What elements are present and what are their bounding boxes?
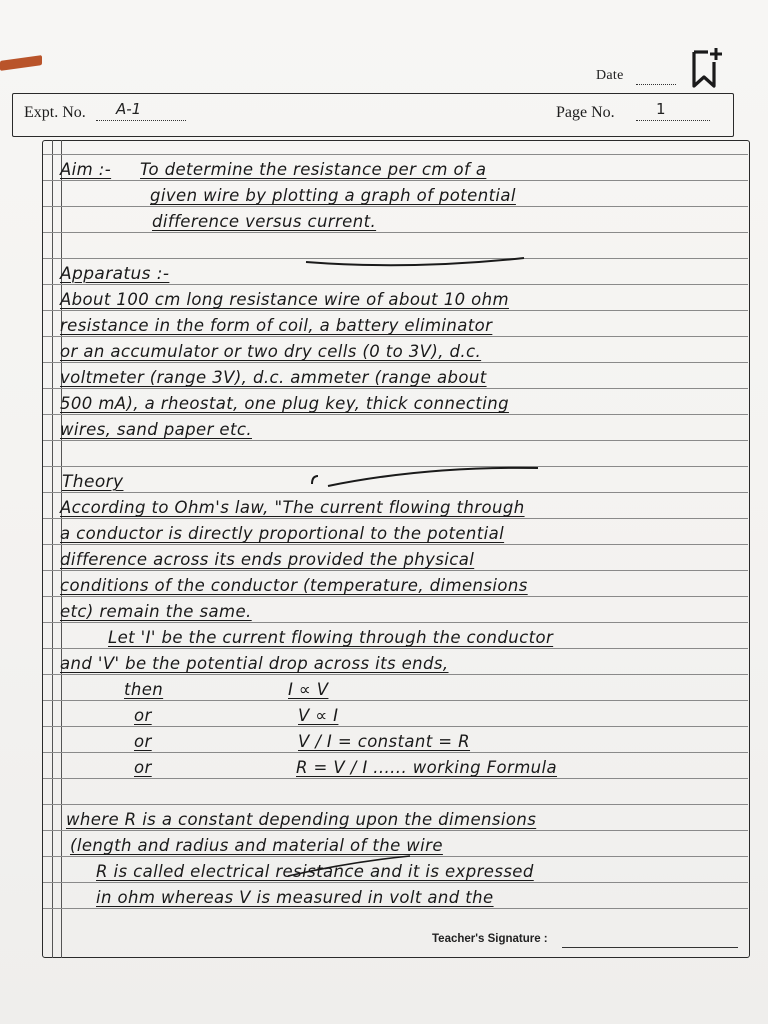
rule-line <box>43 908 748 909</box>
rule-line <box>43 154 748 155</box>
apparatus-line: wires, sand paper etc. <box>60 420 252 439</box>
rule-line <box>43 232 748 233</box>
equation-connector: or <box>134 706 152 725</box>
theory-line: Let 'I' be the current flowing through the conductor <box>108 628 554 647</box>
equation-connector: then <box>124 680 164 699</box>
aim-divider-stroke <box>300 252 530 272</box>
theory-line: etc) remain the same. <box>60 602 252 621</box>
rule-line <box>43 674 748 675</box>
rule-line <box>43 830 748 831</box>
rule-line <box>43 752 748 753</box>
rule-line <box>43 596 748 597</box>
rule-line <box>43 804 748 805</box>
aim-label: Aim :- <box>60 160 112 179</box>
rule-line <box>43 570 748 571</box>
expt-no-line <box>96 120 186 121</box>
rule-line <box>43 388 748 389</box>
theory-line: difference across its ends provided the physical <box>60 550 475 569</box>
date-field-line <box>636 84 676 85</box>
rule-line <box>43 518 748 519</box>
aim-line: difference versus current. <box>152 212 377 231</box>
rule-line <box>43 336 748 337</box>
theory-divider-stroke <box>306 462 546 492</box>
theory-line: a conductor is directly proportional to the potential <box>60 524 505 543</box>
margin-lines <box>52 140 62 958</box>
rule-line <box>43 440 748 441</box>
apparatus-heading: Apparatus :- <box>60 264 170 284</box>
rule-line <box>43 700 748 701</box>
equation: R = V / I ...... working Formula <box>296 758 558 777</box>
teacher-signature-line <box>562 947 738 948</box>
equation: I ∝ V <box>288 680 329 699</box>
rule-line <box>43 726 748 727</box>
rule-line <box>43 622 748 623</box>
rule-line <box>43 362 748 363</box>
strike-stroke <box>280 852 480 882</box>
theory-closing-line: R is called electrical resistance and it is expressed <box>96 862 534 881</box>
theory-line: conditions of the conductor (temperature, dimensions <box>60 576 528 595</box>
page-no-line <box>636 120 710 121</box>
bookmark-plus-icon[interactable] <box>686 46 726 90</box>
rule-line <box>43 284 748 285</box>
equation-connector: or <box>134 758 152 777</box>
rule-line <box>43 492 748 493</box>
rule-line <box>43 310 748 311</box>
equation: V ∝ I <box>298 706 339 725</box>
equation-connector: or <box>134 732 152 751</box>
rule-line <box>43 648 748 649</box>
apparatus-line: resistance in the form of coil, a battery eliminator <box>60 316 493 335</box>
rule-line <box>43 778 748 779</box>
expt-no-label: Expt. No. <box>24 104 86 121</box>
theory-closing-line: where R is a constant depending upon the dimensions <box>66 810 537 829</box>
teacher-signature-label: Teacher's Signature : <box>432 933 548 945</box>
page-no-label: Page No. <box>556 104 615 121</box>
theory-line: and 'V' be the potential drop across its ends, <box>60 654 449 673</box>
theory-closing-line: in ohm whereas V is measured in volt and the <box>96 888 494 907</box>
rule-line <box>43 882 748 883</box>
theory-heading: Theory <box>62 472 124 492</box>
apparatus-line: 500 mA), a rheostat, one plug key, thick connecting <box>60 394 509 413</box>
aim-line: given wire by plotting a graph of potential <box>150 186 516 205</box>
rule-line <box>43 544 748 545</box>
rule-line <box>43 180 748 181</box>
expt-no-value: A-1 <box>116 100 142 118</box>
apparatus-line: or an accumulator or two dry cells (0 to 3V), d.c. <box>60 342 482 361</box>
equation: V / I = constant = R <box>298 732 471 751</box>
aim-line: To determine the resistance per cm of a <box>140 160 487 179</box>
theory-closing-line: (length and radius and material of the wire <box>70 836 443 855</box>
corner-tape <box>0 55 42 71</box>
theory-line: According to Ohm's law, "The current flowing through <box>60 498 525 517</box>
rule-line <box>43 206 748 207</box>
apparatus-line: About 100 cm long resistance wire of about 10 ohm <box>60 290 509 309</box>
apparatus-line: voltmeter (range 3V), d.c. ammeter (range about <box>60 368 487 387</box>
date-label: Date <box>596 68 624 83</box>
rule-line <box>43 414 748 415</box>
page-no-value: 1 <box>656 100 666 118</box>
